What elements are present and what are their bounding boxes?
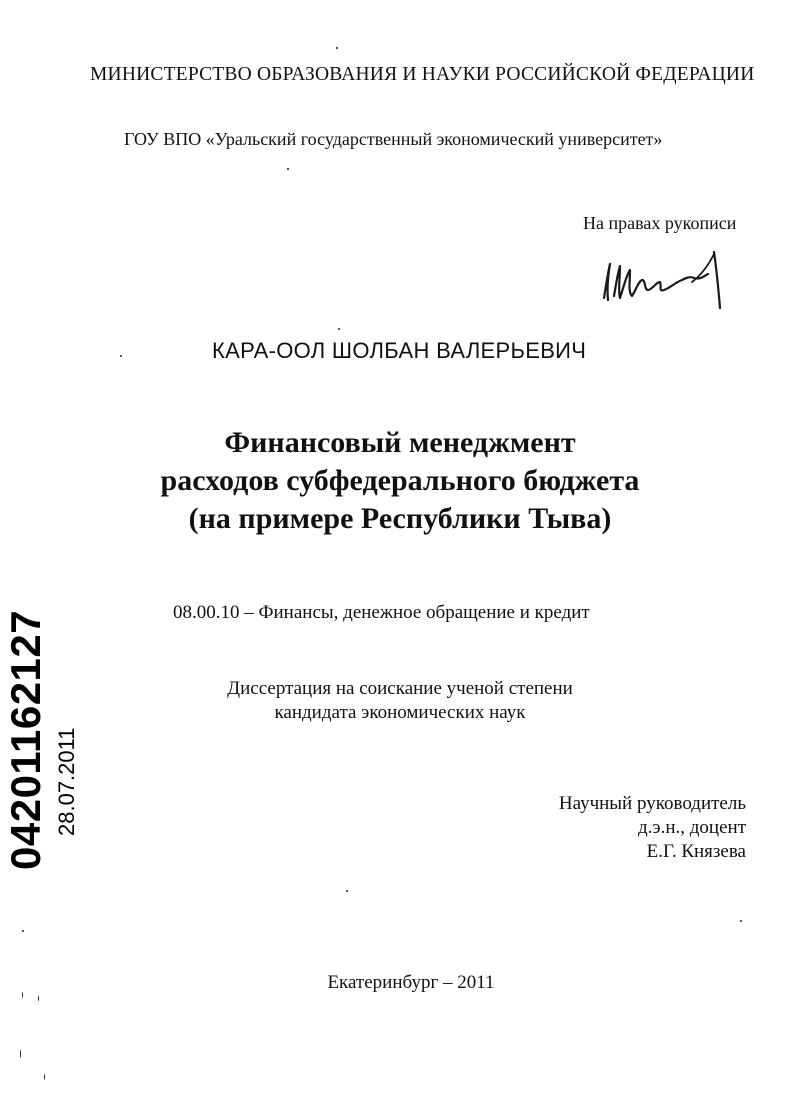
scan-speck (38, 996, 39, 1001)
scan-speck (120, 355, 122, 357)
dissertation-title (130, 424, 670, 538)
title-line: (на примере Республики Тыва) (188, 502, 612, 535)
ministry-header: МИНИСТЕРСТВО ОБРАЗОВАНИЯ И НАУКИ РОССИЙСКОЙ ФЕДЕРАЦИИ (90, 64, 755, 85)
scan-speck (346, 890, 348, 892)
author-name: КАРА-ООЛ ШОЛБАН ВАЛЕРЬЕВИЧ (212, 338, 587, 363)
university-name: ГОУ ВПО «Уральский государственный экономический университет» (124, 129, 663, 149)
advisor-name: Е.Г. Князева (646, 841, 746, 862)
title-line: Финансовый менеджмент (224, 426, 576, 459)
rights-note: На правах рукописи (583, 213, 737, 233)
degree-line: кандидата экономических наук (274, 702, 526, 723)
library-stamp-date: 28.07.2011 (54, 727, 79, 836)
scan-speck (287, 168, 289, 170)
scan-speck (44, 1074, 45, 1080)
scan-speck (740, 920, 742, 922)
signature-icon (596, 246, 730, 312)
specialty-code: 08.00.10 – Финансы, денежное обращение и кредит (173, 602, 590, 623)
scan-speck (20, 1050, 21, 1058)
scan-speck (338, 328, 340, 330)
scan-speck (22, 930, 24, 932)
scientific-advisor (500, 792, 746, 864)
degree-statement (150, 677, 650, 725)
library-stamp-number: 04201162127 (2, 609, 49, 870)
scan-speck (336, 47, 338, 49)
scan-speck (22, 992, 23, 998)
degree-line: Диссертация на соискание ученой степени (227, 678, 573, 699)
advisor-role: Научный руководитель (558, 793, 746, 814)
city-year: Екатеринбург – 2011 (327, 972, 495, 993)
title-line: расходов субфедерального бюджета (160, 464, 640, 497)
advisor-degree: д.э.н., доцент (638, 817, 746, 838)
